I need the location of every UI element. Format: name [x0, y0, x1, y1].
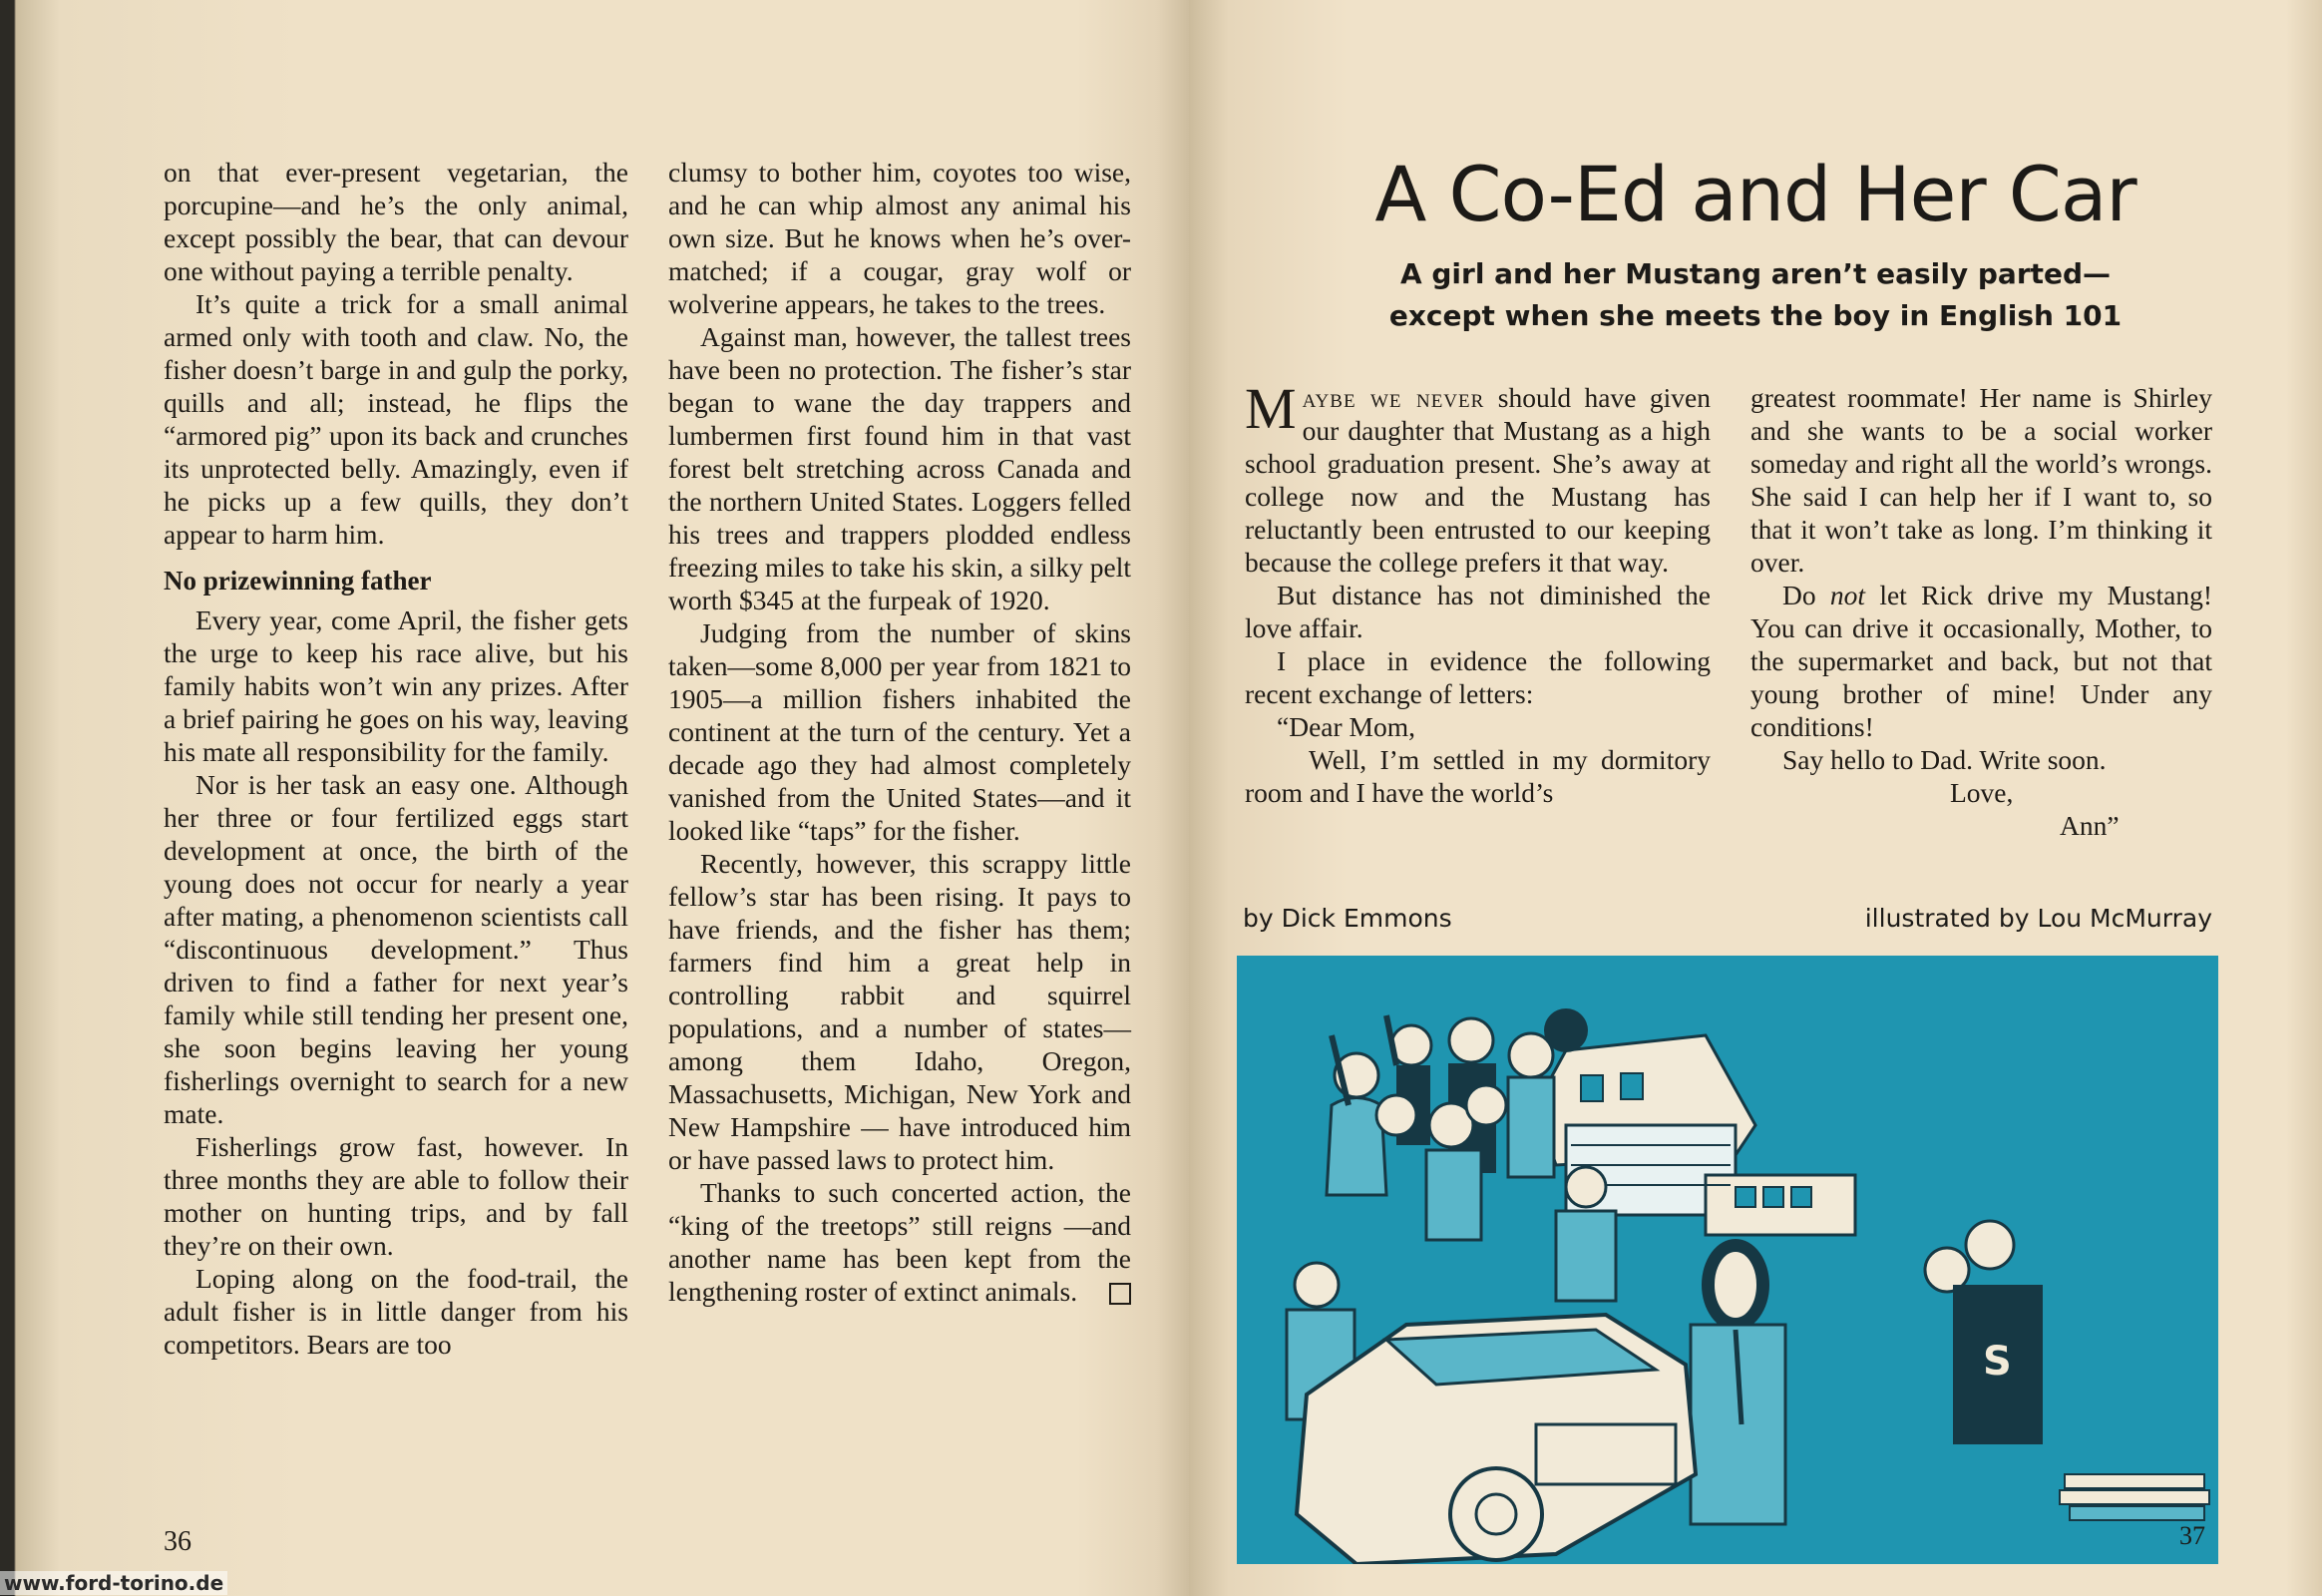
letter-salutation: “Dear Mom,: [1277, 711, 1415, 742]
paragraph: It’s quite a trick for a small animal armed only with tooth and claw. No, the fisher doesn’t barge in and gulp the porky, quills and all; instead, he flips the “armored pig” upon its back and crunches its unprotected belly. Amazingly, even if he picks up a few quills, they don’t appear to harm him.: [164, 288, 628, 550]
emphasis: not: [1829, 580, 1866, 610]
paragraph: Against man, however, the tallest trees have been no protection. The fisher’s star began to wane the day trappers and lumbermen first found him in that vast forest belt stretching across Canada and the northern United States. Loggers felled his trees and trappers plodded endless freezing miles to take his skin, a silky pelt worth $345 at the furpeak of 1920.: [668, 321, 1131, 615]
illustration-credit: illustrated by Lou McMurray: [1864, 904, 2212, 933]
deck-line: except when she meets the boy in English 101: [1388, 299, 2123, 332]
right-column-1: [1245, 376, 1711, 809]
section-heading: No prizewinning father: [164, 566, 432, 596]
end-mark-icon: [1109, 1283, 1131, 1305]
left-column-1: [164, 156, 628, 1361]
paragraph-text: Do: [1782, 580, 1830, 610]
paragraph: Recently, however, this scrappy little fellow’s star has been rising. It pays to have friends, and the fisher has them; farmers find him a great help in controlling rabbit and squirrel populations, and a number of states—among them Idaho, Oregon, Massachusetts, Michigan, New York and New Hampshire — have introduced him or have passed laws to protect him.: [668, 848, 1131, 1175]
paragraph: Loping along on the food-trail, the adult fisher is in little danger from his competitors. Bears are too: [164, 1263, 628, 1360]
right-column-2: [1750, 381, 2212, 842]
paragraph: [668, 1176, 1131, 1308]
books-stack-drawing: [2060, 1474, 2209, 1520]
paragraph-text: should have given our daughter that Mustang as a high school graduation present. She’s away at college now and the Mustang has reluctantly been entrusted to our keeping because the college prefers it that way.: [1245, 382, 1711, 578]
paragraph: greatest roommate! Her name is Shirley and she wants to be a social worker someday and right all the world’s wrongs. She said I can help her if I want to, so that it won’t take as long. I’m thinking it over.: [1750, 382, 2212, 578]
lead-in: aybe we never: [1302, 382, 1485, 413]
paragraph: clumsy to bother him, coyotes too wise, and he can whip almost any animal his own size. But he knows when he’s over-matched; if a cougar, gray wolf or wolverine appears, he takes to the trees.: [668, 157, 1131, 319]
letter-closing: Love,: [1950, 777, 2014, 808]
deck-line: A girl and her Mustang aren’t easily parted—: [1399, 257, 2112, 290]
paragraph: Every year, come April, the fisher gets the urge to keep his race alive, but his family habits won’t win any prizes. After a brief pairing he goes on his way, leaving his mate all responsibility for the family.: [164, 604, 628, 767]
watermark: www.ford-torino.de: [0, 1571, 227, 1595]
lead-paragraph: [1245, 376, 1711, 579]
paragraph: Nor is her task an easy one. Although her three or four fertilized eggs start development at once, the birth of the young does not occur for nearly a year after mating, a phenomenon scientists call “discontinuous development.” Thus driven to find a father for next year’s family while still tending her present one, she soon begins leaving her young fisherlings overnight to search for a new mate.: [164, 769, 628, 1129]
article-title: A Co-Ed and Her Car: [1374, 150, 2136, 238]
page-number: 36: [164, 1526, 192, 1557]
jacket-letter: S: [1983, 1339, 2012, 1385]
paragraph: on that ever-present vegetarian, the porcupine—and he’s the only animal, except possibly the bear, that can devour one without paying a terrible penalty.: [164, 157, 628, 286]
paragraph: I place in evidence the following recent exchange of letters:: [1245, 645, 1711, 709]
paragraph: Say hello to Dad. Write soon.: [1782, 744, 2107, 775]
paragraph: Fisherlings grow fast, however. In three months they are able to follow their mother on hunting trips, and by fall they’re on their own.: [164, 1131, 628, 1261]
page-number: 37: [2179, 1521, 2205, 1550]
paragraph: Judging from the number of skins taken—some 8,000 per year from 1821 to 1905—a million fishers inhabited the continent at the turn of the century. Yet a decade ago they had almost completely vanished from the United States—and it looked like “taps” for the fisher.: [668, 617, 1131, 846]
drop-cap: M: [1245, 376, 1297, 441]
paragraph: Well, I’m settled in my dormitory room and I have the world’s: [1245, 744, 1711, 808]
paragraph-text: let Rick drive my Mustang! You can drive it occasionally, Mother, to the supermarket and back, but not that young brother of mine! Under any conditions!: [1750, 580, 2212, 742]
paragraph: [1750, 579, 2212, 743]
letter-signature: Ann”: [2060, 810, 2120, 841]
byline: by Dick Emmons: [1243, 904, 1452, 933]
right-page: [1189, 0, 2322, 1596]
illustration: [1237, 956, 2218, 1564]
left-column-2: [668, 156, 1131, 1308]
article-deck: [1227, 253, 2284, 337]
paragraph: But distance has not diminished the love affair.: [1245, 580, 1711, 643]
paragraph-text: Thanks to such concerted action, the “king of the treetops” still reigns —and another name has been kept from the lengthening roster of extinct animals.: [668, 1177, 1131, 1307]
